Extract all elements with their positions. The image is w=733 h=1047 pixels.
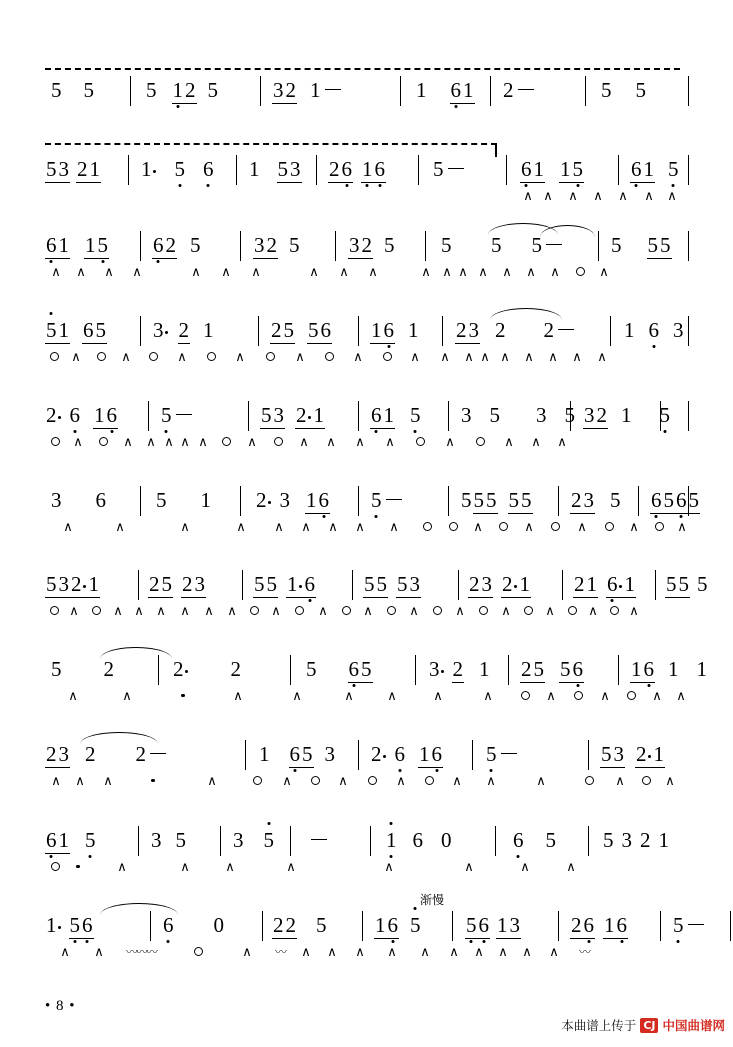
barline: [588, 740, 589, 770]
site-name: 中国曲谱网: [662, 1018, 725, 1033]
barline: [138, 826, 139, 856]
barline: [558, 911, 559, 941]
note-group: 5 3 2 1: [603, 828, 669, 852]
barline: [158, 655, 159, 685]
note-group: 2 2: [173, 657, 241, 681]
barline: [242, 570, 243, 600]
note-group: 6565: [651, 488, 699, 512]
barline: [688, 231, 689, 261]
note-group: 25 56: [271, 318, 331, 342]
music-system-2: [40, 157, 695, 219]
music-system-6: [40, 488, 699, 550]
barline: [448, 486, 449, 516]
note-group: 3 5: [151, 828, 186, 852]
articulation-marks: [50, 520, 692, 535]
note-group: 53 21: [46, 157, 100, 181]
barline: [506, 155, 507, 185]
articulation-marks: ∧∧〰〰〰 ∧ 〰 ∧ ∧ ∧ ∧ ∧ ∧ ∧ ∧ ∧ ∧ 〰: [45, 945, 599, 960]
note-group: 16 1 1: [631, 657, 707, 681]
barline: [458, 570, 459, 600]
note-group: 5 5: [490, 233, 565, 259]
music-system-4: [40, 318, 695, 380]
note-group: 51 65: [46, 318, 106, 342]
barline: [618, 155, 619, 185]
note-group: 5 5: [51, 78, 94, 102]
barline: [452, 911, 453, 941]
barline: [562, 570, 563, 600]
barline: [688, 486, 689, 516]
note-group: 32 5: [349, 233, 395, 257]
note-group: 3 2 1: [153, 318, 214, 342]
barline: [418, 155, 419, 185]
barline: [358, 316, 359, 346]
articulation-marks: [45, 860, 591, 875]
note-group: 2 3 16: [256, 488, 329, 512]
barline: [490, 76, 491, 106]
barline: [558, 486, 559, 516]
dashed-bracket-line-2: [45, 143, 497, 145]
dashed-bracket-tick: [495, 143, 497, 157]
barline: [220, 826, 221, 856]
note-group: 22 5: [273, 913, 327, 937]
barline: [335, 231, 336, 261]
note-group: 25 56: [521, 657, 583, 681]
note-group: 5 65: [306, 657, 372, 681]
articulation-marks: [45, 265, 615, 280]
music-system-5: [40, 403, 695, 465]
articulation-marks: [45, 435, 575, 450]
barline: [585, 76, 586, 106]
articulation-marks: [45, 604, 643, 619]
barline: [362, 911, 363, 941]
note-group: 56 13: [466, 913, 520, 937]
note-group: 0: [441, 828, 452, 852]
note-group: 55 1 6: [254, 572, 315, 596]
note-group: 1 65 3: [259, 742, 335, 766]
note-group: 3 5 3 5: [461, 403, 575, 427]
barline: [508, 655, 509, 685]
barline: [688, 401, 689, 431]
music-system-1: [40, 78, 695, 140]
barline: [140, 231, 141, 261]
barline: [262, 911, 263, 941]
note-group: 1 5 6: [141, 157, 214, 181]
music-system-10: [40, 828, 695, 890]
barline: [610, 316, 611, 346]
barline: [400, 76, 401, 106]
barline: [128, 155, 129, 185]
barline: [150, 911, 151, 941]
barline: [660, 911, 661, 941]
barline: [138, 570, 139, 600]
note-group: 23 2 1: [469, 572, 530, 596]
music-system-8: [40, 657, 707, 719]
barline: [415, 655, 416, 685]
note-group: 21 6 1: [574, 572, 635, 596]
note-group: 5 55: [611, 233, 671, 257]
barline: [245, 740, 246, 770]
barline: [425, 231, 426, 261]
barline: [240, 486, 241, 516]
note-group: 26 16: [329, 157, 385, 181]
barline: [442, 316, 443, 346]
music-system-9: [40, 742, 695, 804]
dashed-bracket-line-1: [45, 68, 680, 70]
barline: [316, 155, 317, 185]
note-group: 1 6: [386, 828, 423, 852]
articulation-marks: [50, 689, 692, 704]
barline: [240, 231, 241, 261]
note-group: 5: [432, 157, 467, 183]
barline: [570, 401, 571, 431]
note-group: 5 5: [601, 78, 646, 102]
note-group: 61 15: [46, 233, 108, 257]
note-group: 3 6: [51, 488, 106, 512]
barline: [618, 655, 619, 685]
barline: [290, 826, 291, 856]
note-group: 53 2 1: [601, 742, 664, 766]
note-group: 1 56: [46, 913, 93, 937]
barline: [655, 570, 656, 600]
note-group: 3 5: [233, 828, 274, 852]
barline: [358, 740, 359, 770]
music-system-11: [40, 893, 695, 975]
barline: [688, 76, 689, 106]
tempo-marking: 渐慢: [420, 893, 445, 907]
barline: [290, 655, 291, 685]
barline: [370, 826, 371, 856]
note-group: 26 16: [571, 913, 627, 937]
note-group: 555 55: [461, 488, 532, 512]
note-group: 6 5: [513, 828, 556, 852]
note-group: 23 5: [571, 488, 621, 512]
note-group: 16 5: [375, 913, 421, 937]
barline: [248, 401, 249, 431]
note-group: 55 53: [364, 572, 420, 596]
note-group: 1 53: [249, 157, 301, 181]
note-group: 2 6 16: [371, 742, 442, 766]
site-logo: CJ: [640, 1018, 658, 1033]
note-group: 5 2: [51, 657, 114, 681]
note-group: 5: [672, 913, 707, 939]
barline: [495, 826, 496, 856]
note-group: 5: [485, 742, 520, 768]
barline: [472, 740, 473, 770]
barline: [638, 486, 639, 516]
barline: [140, 486, 141, 516]
slur: [80, 732, 158, 744]
note-group: 5: [370, 488, 405, 514]
note-group: 5 1: [156, 488, 211, 512]
barline: [358, 486, 359, 516]
note-group: 1 6 3: [624, 318, 684, 342]
note-group: 61 5: [631, 157, 679, 181]
note-group: 32 1: [272, 78, 344, 104]
barline: [130, 76, 131, 106]
note-group: 2: [502, 78, 537, 104]
barline: [688, 155, 689, 185]
music-system-7: [40, 572, 708, 634]
note-group: 16 1: [371, 318, 419, 342]
barline: [140, 316, 141, 346]
barline: [236, 155, 237, 185]
note-group: 2 6 16: [46, 403, 117, 427]
articulation-marks: [45, 774, 681, 789]
note-group: 5: [441, 233, 452, 257]
note-group: [308, 828, 330, 854]
music-system-3: [40, 233, 695, 295]
credit-text: 本曲谱上传于: [561, 1018, 637, 1033]
note-group: 61 5: [371, 403, 421, 427]
note-group: 55 5: [666, 572, 708, 596]
barline: [358, 401, 359, 431]
note-group: 53 2 1: [261, 403, 324, 427]
barline: [448, 401, 449, 431]
articulation-marks: [45, 350, 615, 365]
note-group: 6 0: [163, 913, 224, 937]
barline: [688, 316, 689, 346]
page-number: • 8 •: [45, 998, 76, 1014]
slur: [490, 308, 562, 320]
note-group: 5 12 5: [146, 78, 218, 102]
barline: [258, 316, 259, 346]
note-group: 23 2 2: [45, 742, 169, 768]
note-group: 532 1: [46, 572, 99, 596]
note-group: 62 5: [153, 233, 201, 257]
barline: [260, 76, 261, 106]
note-group: 61 5: [46, 828, 96, 852]
barline: [660, 401, 661, 431]
barline: [352, 570, 353, 600]
note-group: 25 23: [149, 572, 205, 596]
note-group: 1 61: [416, 78, 474, 102]
credit-watermark: [561, 1016, 725, 1034]
barline: [598, 231, 599, 261]
slur: [100, 647, 172, 659]
barline: [148, 401, 149, 431]
note-group: 23 2 2: [455, 318, 577, 344]
note-group: 61 15: [521, 157, 583, 181]
note-group: 32 5: [254, 233, 300, 257]
note-group: 32 1 5: [584, 403, 670, 427]
note-group: 3 2 1: [429, 657, 490, 681]
articulation-marks: [520, 189, 682, 204]
barline: [588, 826, 589, 856]
note-group: 5: [160, 403, 195, 429]
